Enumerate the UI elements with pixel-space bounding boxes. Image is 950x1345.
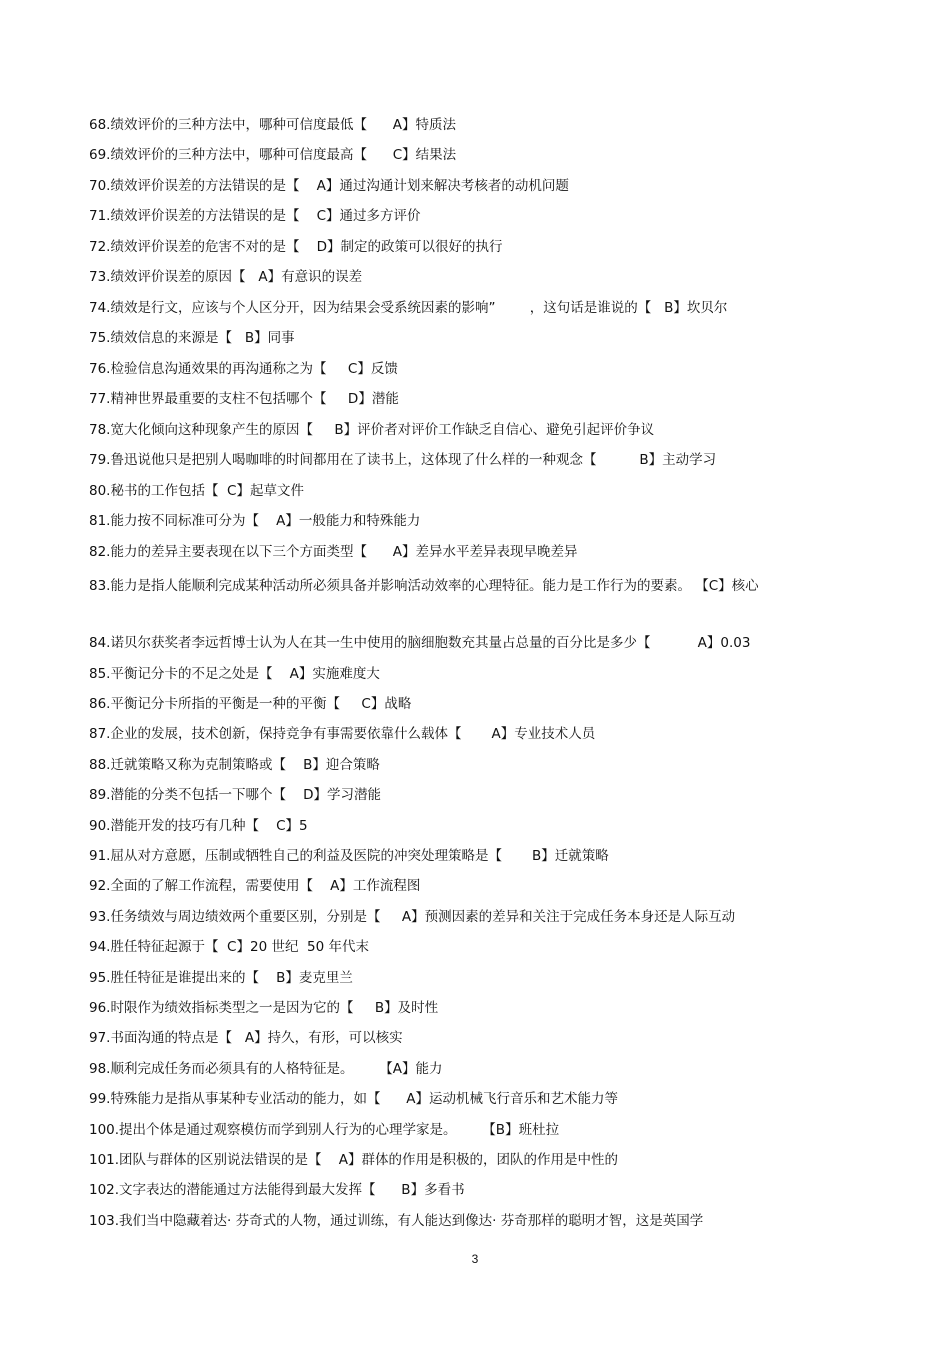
question-line: 83.能力是指人能顺利完成某种活动所必须具备并影响活动效率的心理特征。能力是工作行为的要素。 【C】核心 [89,578,759,594]
question-line: 69.绩效评价的三种方法中，哪种可信度最高【 C】结果法 [89,147,457,163]
question-line: 73.绩效评价误差的原因【 A】有意识的误差 [89,269,363,285]
question-line: 90.潜能开发的技巧有几种【 C】5 [89,818,308,834]
question-line: 89.潜能的分类不包括一下哪个【 D】学习潜能 [89,787,382,803]
question-line: 91.屈从对方意愿，压制或牺牲自己的利益及医院的冲突处理策略是【 B】迁就策略 [89,848,609,864]
question-line: 70.绩效评价误差的方法错误的是【 A】通过沟通计划来解决考核者的动机问题 [89,178,569,194]
question-line: 78.宽大化倾向这种现象产生的原因【 B】评价者对评价工作缺乏自信心、避免引起评价争议 [89,422,655,438]
question-line: 81.能力按不同标准可分为【 A】一般能力和特殊能力 [89,513,421,529]
question-line: 86.平衡记分卡所指的平衡是一种的平衡【 C】战略 [89,696,412,712]
question-line: 93.任务绩效与周边绩效两个重要区别，分别是【 A】预测因素的差异和关注于完成任务本身还是人际互动 [89,909,736,925]
question-line: 76.检验信息沟通效果的再沟通称之为【 C】反馈 [89,361,398,377]
question-line: 68.绩效评价的三种方法中，哪种可信度最低【 A】特质法 [89,117,456,133]
question-line: 85.平衡记分卡的不足之处是【 A】实施难度大 [89,666,380,682]
question-line: 101.团队与群体的区别说法错误的是【 A】群体的作用是积极的，团队的作用是中性的 [89,1152,618,1168]
question-line: 72.绩效评价误差的危害不对的是【 D】制定的政策可以很好的执行 [89,239,503,255]
question-line: 77.精神世界最重要的支柱不包括哪个【 D】潜能 [89,391,399,407]
question-line: 99.特殊能力是指从事某种专业活动的能力，如【 A】运动机械飞行音乐和艺术能力等 [89,1091,618,1107]
question-line: 79.鲁迅说他只是把别人喝咖啡的时间都用在了读书上，这体现了什么样的一种观念【 B】主动学习 [89,452,717,468]
question-line: 103.我们当中隐藏着达· 芬奇式的人物，通过训练，有人能达到像达· 芬奇那样的聪明才智，这是英国学 [89,1213,704,1229]
question-line: 87.企业的发展，技术创新，保持竞争有事需要依靠什么载体【 A】专业技术人员 [89,726,596,742]
question-line: 84.诺贝尔获奖者李远哲博士认为人在其一生中使用的脑细胞数充其量占总量的百分比是多少【 A】0.03 [89,635,751,651]
question-line: 80.秘书的工作包括【 C】起草文件 [89,483,304,499]
question-line: 75.绩效信息的来源是【 B】同事 [89,330,295,346]
question-line: 97.书面沟通的特点是【 A】持久，有形，可以核实 [89,1030,403,1046]
question-line: 88.迁就策略又称为克制策略或【 B】迎合策略 [89,757,380,773]
question-line: 94.胜任特征起源于【 C】20 世纪 50 年代末 [89,939,369,955]
question-line: 102.文字表达的潜能通过方法能得到最大发挥【 B】多看书 [89,1182,465,1198]
question-line: 71.绩效评价误差的方法错误的是【 C】通过多方评价 [89,208,421,224]
question-line: 74.绩效是行文，应该与个人区分开，因为结果会受系统因素的影响” ，这句话是谁说的【 B】坎贝尔 [89,300,728,316]
page-number: 3 [471,1252,479,1266]
question-line: 98.顺利完成任务而必须具有的人格特征是。 【A】能力 [89,1061,443,1077]
question-line: 96.时限作为绩效指标类型之一是因为它的【 B】及时性 [89,1000,439,1016]
question-line: 82.能力的差异主要表现在以下三个方面类型【 A】差异水平差异表现早晚差异 [89,544,578,560]
question-line: 92.全面的了解工作流程，需要使用【 A】工作流程图 [89,878,421,894]
question-line: 100.提出个体是通过观察模仿而学到别人行为的心理学家是。 【B】班杜拉 [89,1122,560,1138]
question-line: 95.胜任特征是谁提出来的【 B】麦克里兰 [89,970,353,986]
